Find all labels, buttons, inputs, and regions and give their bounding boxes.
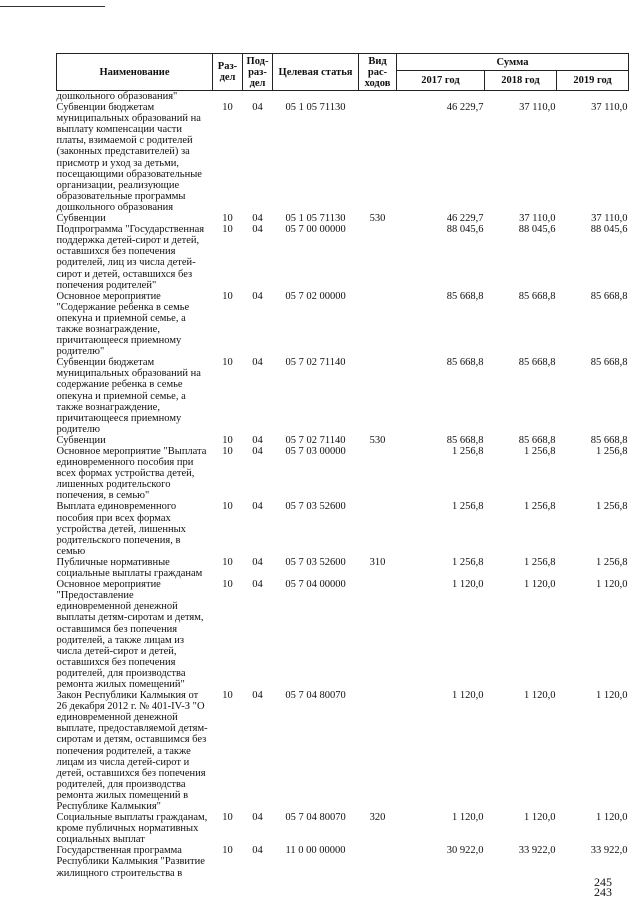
header-name: Наименование [57, 54, 213, 91]
row-name: Субвенции бюджетам муниципальных образований на содержание ребенка в семье опекуна и приемной семье, а также вознаграждение, причитающееся приемному родителю [56, 357, 201, 435]
header-year-2018: 2018 год [485, 71, 557, 91]
row-sum-2017: 1 120,0 [452, 812, 484, 824]
row-sum-2019 [557, 91, 629, 103]
budget-table [56, 53, 629, 879]
row-target: 11 0 00 00000 [285, 845, 346, 857]
row-target: 05 1 05 71130 [285, 213, 346, 225]
row-name: Субвенции [56, 213, 106, 225]
row-razdel: 10 [222, 102, 233, 114]
row-sum-2017: 1 120,0 [452, 579, 484, 591]
row-vid: 310 [369, 556, 386, 568]
row-target: 05 7 04 00000 [285, 579, 346, 591]
table-row [57, 446, 629, 501]
row-podrazdel: 04 [252, 290, 263, 302]
row-podrazdel: 04 [252, 845, 263, 857]
row-podrazdel: 04 [252, 357, 263, 369]
row-sum-2018 [485, 91, 557, 103]
row-target: 05 7 02 71140 [285, 357, 346, 369]
row-sum-2018: 1 256,8 [524, 556, 556, 568]
row-sum-2019: 85 668,8 [590, 357, 628, 369]
row-target [273, 91, 359, 103]
row-vid [359, 291, 397, 358]
row-sum-2017: 1 256,8 [452, 446, 484, 457]
page-number-secondary: 243 [594, 885, 612, 899]
row-target: 05 7 03 52600 [285, 556, 346, 568]
row-razdel: 10 [222, 501, 233, 513]
row-sum-2019: 1 256,8 [596, 446, 628, 457]
row-sum-2017 [397, 91, 485, 103]
row-razdel: 10 [222, 579, 233, 591]
page-number-primary: 245 [594, 875, 612, 889]
row-razdel: 10 [222, 845, 233, 857]
row-target: 05 7 02 71140 [285, 434, 346, 446]
row-sum-2018: 85 668,8 [518, 290, 556, 302]
row-vid [359, 690, 397, 812]
row-podrazdel: 04 [252, 579, 263, 591]
row-razdel [213, 91, 243, 103]
table-row [57, 690, 629, 812]
row-vid [359, 224, 397, 291]
row-razdel: 10 [222, 446, 233, 457]
row-sum-2018: 37 110,0 [519, 213, 556, 225]
row-name: дошкольного образования" [56, 91, 178, 102]
row-target: 05 7 04 80070 [285, 812, 346, 824]
table-row [57, 557, 629, 579]
row-podrazdel: 04 [252, 213, 263, 225]
row-sum-2017: 85 668,8 [446, 290, 484, 302]
row-sum-2019: 33 922,0 [590, 845, 628, 857]
row-name: Основное мероприятие "Содержание ребенка в семье опекуна и приемной семье, а также вознаграждение, причитающееся приемному родителю" [56, 290, 190, 358]
row-vid [359, 845, 397, 878]
row-podrazdel: 04 [252, 812, 263, 824]
row-vid: 320 [369, 812, 386, 824]
header-target: Целевая статья [273, 54, 359, 91]
row-podrazdel [243, 91, 273, 103]
row-vid [359, 357, 397, 435]
row-name: Подпрограмма "Государственная поддержка детей-сирот и детей, оставшихся без попечения родителей, лиц из числа детей-сирот и детей, оставшихся без попечения родителей" [56, 224, 205, 291]
row-name: Субвенции бюджетам муниципальных образований на выплату компенсации части платы, взимаемой с родителей (законных представителей) за присмотр и уход за детьми, посещающими образовательные организации, реализующие образовательные программы дошкольного образования [56, 102, 202, 213]
row-podrazdel: 04 [252, 690, 263, 702]
row-sum-2017: 1 256,8 [452, 556, 484, 568]
row-target: 05 7 00 00000 [285, 224, 346, 236]
page-number [594, 877, 612, 897]
row-razdel: 10 [222, 357, 233, 369]
row-sum-2017: 85 668,8 [446, 434, 484, 446]
row-sum-2019: 1 120,0 [596, 812, 628, 824]
row-sum-2019: 37 110,0 [591, 213, 628, 225]
table-row [57, 579, 629, 690]
row-sum-2018: 88 045,6 [518, 224, 556, 236]
row-sum-2018: 1 120,0 [524, 579, 556, 591]
row-name: Выплата единовременного пособия при всех формах устройства детей, лишенных родительского попечения, в семью [56, 501, 186, 557]
row-sum-2017: 46 229,7 [446, 102, 484, 114]
row-sum-2019: 85 668,8 [590, 434, 628, 446]
row-sum-2019: 37 110,0 [591, 102, 628, 114]
row-sum-2018: 1 120,0 [524, 690, 556, 702]
table-row [57, 224, 629, 291]
row-razdel: 10 [222, 812, 233, 824]
row-podrazdel: 04 [252, 224, 263, 236]
row-sum-2017: 88 045,6 [446, 224, 484, 236]
top-rule [0, 6, 105, 7]
row-podrazdel: 04 [252, 501, 263, 513]
row-razdel: 10 [222, 290, 233, 302]
row-sum-2018: 85 668,8 [518, 357, 556, 369]
table-row [57, 435, 629, 446]
row-name: Основное мероприятие "Выплата единовременного пособия при всех формах устройства детей, лишенных родительского попечения, в семью" [56, 446, 207, 502]
row-vid [359, 501, 397, 556]
row-vid: 530 [369, 213, 386, 225]
row-sum-2018: 85 668,8 [518, 434, 556, 446]
row-podrazdel: 04 [252, 446, 263, 457]
row-podrazdel: 04 [252, 102, 263, 114]
header-podrazdel: Под-раз-дел [243, 54, 273, 91]
row-name: Социальные выплаты гражданам, кроме публичных нормативных социальных выплат [56, 812, 208, 846]
row-razdel: 10 [222, 224, 233, 236]
table-header [57, 54, 629, 91]
row-target: 05 7 04 80070 [285, 690, 346, 702]
header-sum: Сумма [397, 54, 629, 71]
table-body [57, 91, 629, 879]
row-vid [359, 579, 397, 690]
row-name: Основное мероприятие "Предоставление единовременной денежной выплаты детям-сиротам и детям, оставшимся без попечения родителей, а также лицам из числа детей-сирот и детей, оставшихся без попечения родителей, для производства ремонта жилых помещений" [56, 579, 204, 690]
row-target: 05 7 03 00000 [285, 446, 346, 457]
row-name: Государственная программа Республики Калмыкия "Развитие жилищного строительства в [56, 845, 205, 879]
row-sum-2019: 85 668,8 [590, 290, 628, 302]
table-row [57, 845, 629, 878]
table-row [57, 812, 629, 845]
row-name: Публичные нормативные социальные выплаты гражданам [56, 556, 203, 580]
table-row [57, 357, 629, 435]
row-razdel: 10 [222, 434, 233, 446]
row-sum-2017: 30 922,0 [446, 845, 484, 857]
row-sum-2017: 85 668,8 [446, 357, 484, 369]
row-sum-2018: 37 110,0 [519, 102, 556, 114]
row-vid [359, 446, 397, 501]
row-sum-2019: 1 120,0 [596, 579, 628, 591]
row-podrazdel: 04 [252, 556, 263, 568]
table-row [57, 91, 629, 103]
row-target: 05 7 02 00000 [285, 290, 346, 302]
row-sum-2017: 46 229,7 [446, 213, 484, 225]
header-razdel: Раз-дел [213, 54, 243, 91]
row-sum-2018: 1 256,8 [524, 501, 556, 513]
row-sum-2019: 1 256,8 [596, 501, 628, 513]
table-row [57, 213, 629, 224]
table-row [57, 102, 629, 213]
row-razdel: 10 [222, 690, 233, 702]
row-vid [359, 91, 397, 103]
row-podrazdel: 04 [252, 434, 263, 446]
row-sum-2018: 33 922,0 [518, 845, 556, 857]
table-row [57, 291, 629, 358]
row-vid [359, 102, 397, 213]
row-target: 05 1 05 71130 [285, 102, 346, 114]
row-razdel: 10 [222, 556, 233, 568]
row-target: 05 7 03 52600 [285, 501, 346, 513]
row-sum-2018: 1 120,0 [524, 812, 556, 824]
row-sum-2017: 1 256,8 [452, 501, 484, 513]
row-sum-2017: 1 120,0 [452, 690, 484, 702]
row-sum-2019: 1 120,0 [596, 690, 628, 702]
table-row [57, 501, 629, 556]
row-sum-2018: 1 256,8 [524, 446, 556, 457]
row-sum-2019: 88 045,6 [590, 224, 628, 236]
row-vid: 530 [369, 434, 386, 446]
header-vid: Вид рас-ходов [359, 54, 397, 91]
header-year-2019: 2019 год [557, 71, 629, 91]
row-sum-2019: 1 256,8 [596, 556, 628, 568]
header-year-2017: 2017 год [397, 71, 485, 91]
row-razdel: 10 [222, 213, 233, 225]
row-name: Закон Республики Калмыкия от 26 декабря 2012 г. № 401-IV-З "О единовременной денежной выплате, предоставляемой детям-сиротам и детям, оставшимся без попечения родителей, а также лицам из числа детей-сирот и детей, оставшихся без попечения родителей, для производства ремонта жилых помещений в Республике Калмыкия" [56, 690, 208, 812]
row-name: Субвенции [56, 434, 106, 446]
